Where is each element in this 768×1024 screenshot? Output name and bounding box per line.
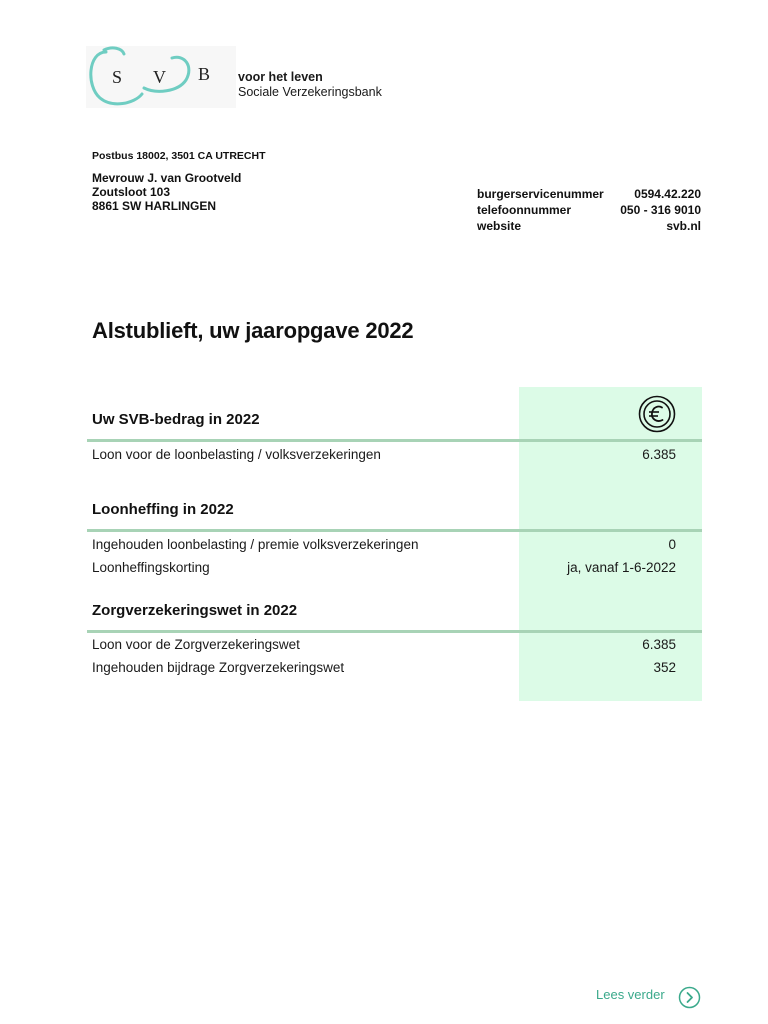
section-heading-zorgverzekeringswet: Zorgverzekeringswet in 2022 bbox=[92, 602, 298, 619]
table-row bbox=[92, 447, 676, 462]
tagline-line-1: voor het leven bbox=[238, 70, 323, 84]
reference-block bbox=[477, 186, 701, 234]
row-value: ja, vanaf 1-6-2022 bbox=[567, 560, 676, 575]
table-row bbox=[92, 660, 676, 675]
lees-verder-link[interactable]: Lees verder bbox=[596, 987, 665, 1002]
section-divider bbox=[87, 529, 702, 532]
recipient-name: Mevrouw J. van Grootveld bbox=[92, 171, 242, 185]
recipient-city: 8861 SW HARLINGEN bbox=[92, 199, 217, 213]
tagline-line-2: Sociale Verzekeringsbank bbox=[238, 85, 382, 99]
euro-coin-icon bbox=[638, 395, 676, 433]
reference-label: telefoonnummer bbox=[477, 203, 572, 217]
reference-value: 050 - 316 9010 bbox=[620, 203, 701, 217]
table-row bbox=[92, 560, 676, 575]
reference-label: burgerservicenummer bbox=[477, 187, 604, 201]
svb-logo bbox=[86, 46, 386, 108]
row-value: 352 bbox=[653, 660, 676, 675]
row-label: Loonheffingskorting bbox=[92, 560, 210, 575]
row-value: 6.385 bbox=[642, 447, 676, 462]
reference-row bbox=[477, 202, 701, 218]
reference-label: website bbox=[477, 219, 522, 233]
section-heading-loonheffing: Loonheffing in 2022 bbox=[92, 501, 234, 518]
row-label: Ingehouden bijdrage Zorgverzekeringswet bbox=[92, 660, 345, 675]
logo-letter-v: V bbox=[153, 67, 166, 87]
svb-logo-mark bbox=[86, 46, 236, 108]
row-label: Loon voor de Zorgverzekeringswet bbox=[92, 637, 300, 652]
row-value: 0 bbox=[668, 537, 676, 552]
row-value: 6.385 bbox=[642, 637, 676, 652]
chevron-right-circle-icon[interactable] bbox=[678, 986, 701, 1009]
reference-row bbox=[477, 186, 701, 202]
logo-letter-s: S bbox=[112, 67, 123, 87]
table-row bbox=[92, 537, 676, 552]
section-divider bbox=[87, 630, 702, 633]
logo-tagline bbox=[238, 70, 382, 100]
page-title: Alstublieft, uw jaaropgave 2022 bbox=[92, 318, 414, 343]
table-row bbox=[92, 637, 676, 652]
reference-value[interactable]: svb.nl bbox=[666, 219, 701, 233]
section-divider bbox=[87, 439, 702, 442]
section-heading-svb-bedrag: Uw SVB-bedrag in 2022 bbox=[92, 411, 260, 428]
sender-address: Postbus 18002, 3501 CA UTRECHT bbox=[92, 150, 266, 162]
reference-row bbox=[477, 218, 701, 234]
recipient-address bbox=[92, 171, 241, 213]
row-label: Loon voor de loonbelasting / volksverzekeringen bbox=[92, 447, 381, 462]
row-label: Ingehouden loonbelasting / premie volksverzekeringen bbox=[92, 537, 419, 552]
reference-value: 0594.42.220 bbox=[634, 187, 701, 201]
recipient-street: Zoutsloot 103 bbox=[92, 185, 171, 199]
logo-letter-b: B bbox=[198, 64, 211, 84]
